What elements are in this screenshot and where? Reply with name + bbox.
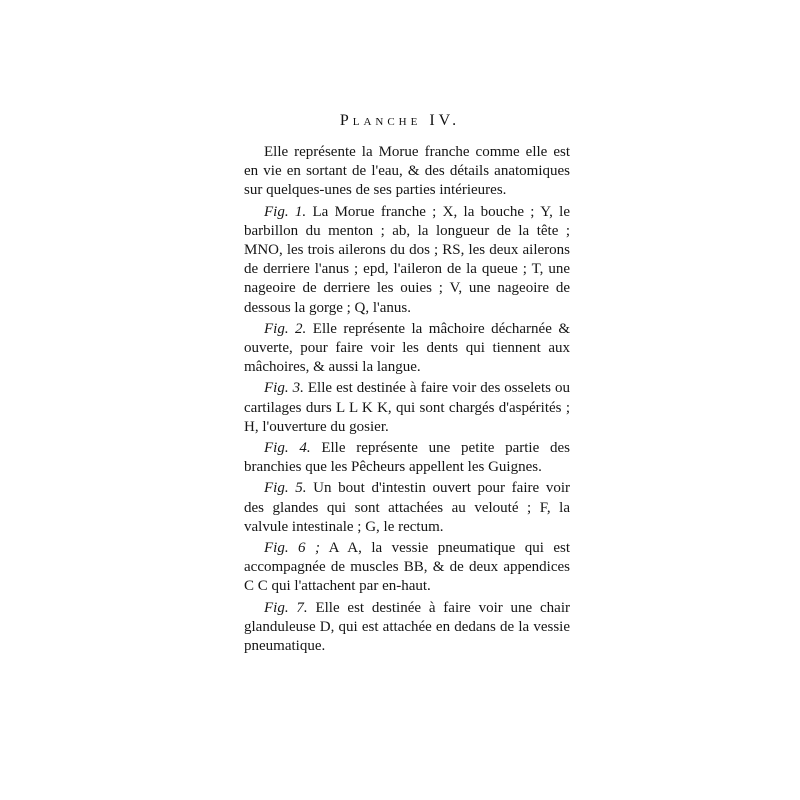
fig-label: Fig. 3. [264,380,304,397]
paragraph-fig-4 [244,439,570,477]
paragraph-fig-7 [244,599,570,657]
paragraph-fig-6 [244,539,570,597]
fig-label: Fig. 6 ; [264,540,321,557]
fig-text: Elle représente une petite partie des branchies que les Pêcheurs appellent les Guignes. [244,440,570,476]
fig-text: Elle représente la mâchoire décharnée & ouverte, pour faire voir les dents qui tiennent aux mâchoires, & aussi la langue. [244,320,570,376]
paragraph-intro [244,143,570,201]
plate-description [244,143,570,658]
intro-text: Elle représente la Morue franche comme elle est en vie en sortant de l'eau, & des détails anatomiques sur quelques-unes de ses parties intérieures. [244,144,570,199]
fig-text: Elle est destinée à faire voir des osselets ou cartilages durs L L K K, qui sont chargés d'aspérités ; H, l'ouverture du gosier. [244,380,570,435]
fig-label: Fig. 5. [264,480,307,497]
fig-label: Fig. 4. [264,440,311,457]
paragraph-fig-5 [244,479,570,537]
fig-label: Fig. 7. [264,599,308,616]
fig-text: A A, la vessie pneumatique qui est accompagnée de muscles BB, & de deux appendices C C qui l'attachent par en-haut. [244,540,570,595]
paragraph-fig-3 [244,379,570,437]
paragraph-fig-1 [244,203,570,318]
paragraph-fig-2 [244,320,570,378]
fig-label: Fig. 2. [264,320,307,337]
fig-label: Fig. 1. [264,203,307,220]
fig-text: Elle est destinée à faire voir une chair glanduleuse D, qui est attachée en dedans de la vessie pneumatique. [244,599,570,655]
fig-text: Un bout d'intestin ouvert pour faire voir des glandes qui sont attachées au velouté ; F, la valvule intestinale ; G, le rectum. [244,480,570,535]
fig-text: La Morue franche ; X, la bouche ; Y, le barbillon du menton ; ab, la longueur de la tête ; MNO, les trois ailerons du dos ; RS, les deux ailerons de derriere l'anus ; epd, l'aileron de la queue ; T, une nageoire de derriere les ouies ; V, une nageoire de dessous la gorge ; Q, l'anus. [244,203,570,316]
plate-heading: Planche IV. [339,112,461,129]
